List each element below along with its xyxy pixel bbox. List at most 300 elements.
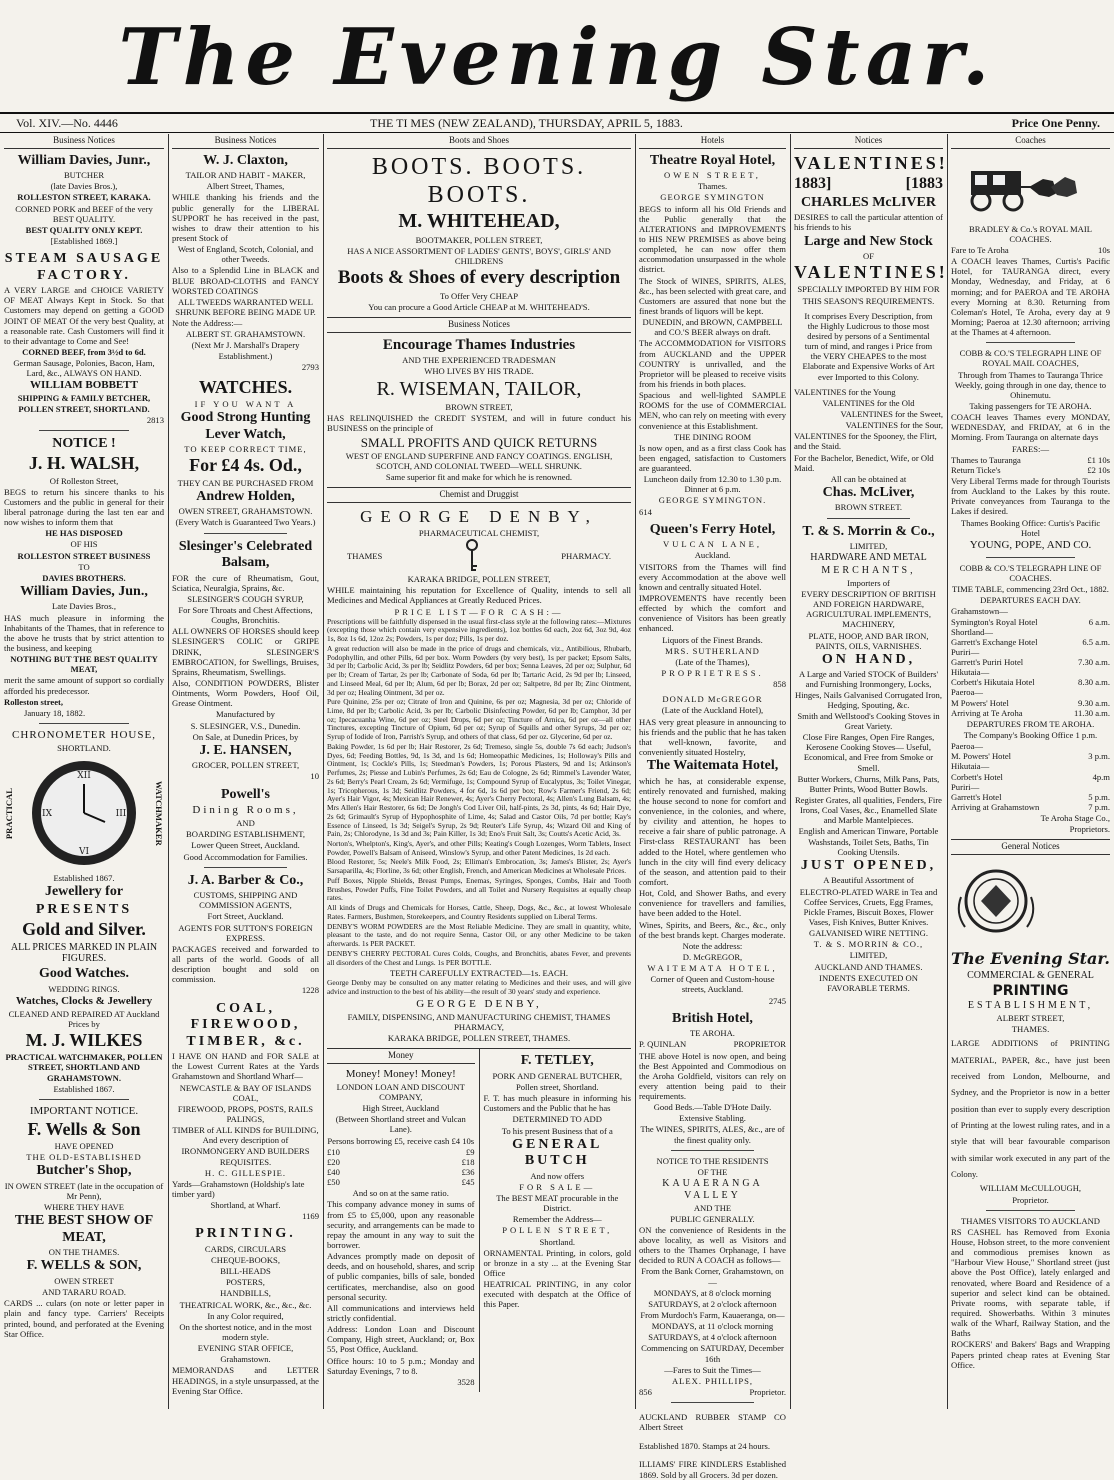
advert-name: CHARLES McLIVER [801,194,936,210]
advert-line: Proprietor. [1012,1194,1049,1205]
masthead-title: The Evening Star. [118,12,996,103]
advert-line: CUSTOMS, SHIPPING AND COMMISSION AGENTS, [193,890,298,911]
timetable-row-label: Garrett's Puriri Hotel [951,657,1024,668]
loan-row-label: £50 [327,1177,340,1188]
timetable-row-value: 7.30 a.m. [1078,657,1110,668]
advert-title: T. & S. Morrin & Co., [802,523,935,539]
advert-line: To Offer Very CHEAP [439,290,519,301]
column-heading: Chemist and Druggist [327,487,631,503]
timetable-row-label: M. Powers' Hotel [951,751,1012,762]
notice-line: DAVIES BROTHERS. [42,572,126,583]
advert-body: Office hours: 10 to 5 p.m.; Monday and Saturday Evenings, 7 to 8. [327,1355,475,1376]
advert-place: SHORTLAND. [57,742,111,753]
advert-line: Yards—Grahamstown (Holdship's late timber yard) [172,1178,305,1199]
timetable-row [951,792,1110,802]
advert-line: WEST OF ENGLAND SUPERFINE AND FANCY COATINGS. ENGLISH, SCOTCH, AND COLONIAL TWEED—WELL SHRUNK. [345,450,613,471]
advert-number: 856 [639,1387,652,1398]
price-paragraph: Prescriptions will be faithfully dispensed in the usual first-class style at the following rates:—Mixtures (excepting those which contain very expensive ingredients), 1oz bottles 6d each, 2oz 6d, 3oz 9d, 4oz 1s, 8oz 1s 6d, 12oz 2s; Powders, 1s per doz; Pills, 1s per doz. [327,616,631,644]
notice-line: IN OWEN STREET (late in the occupation of Mr Penn), [4,1180,164,1201]
money-advert [327,1049,480,1392]
advert-line: Taking passengers for TE AROHA. [969,401,1092,411]
advert-name: R. WISEMAN, TAILOR, [376,377,582,400]
advert-trade: TAILOR AND HABIT - MAKER, [185,170,306,181]
advert-name: WILLIAM McCULLOUGH, [979,1183,1082,1194]
queens-ferry-advert [639,522,786,689]
advert-line: Manufactured by [216,709,275,720]
advert-line: Through from Thames to Tauranga Thrice Weekly, going through in one day, thence to Ohinemutu. [954,369,1107,400]
advert-street: BROWN STREET. [834,502,903,513]
advert-line: On Sale, at Dunedin Prices, by [192,731,299,742]
advert-line: PLATE, HOOP, AND BAR IRON, PAINTS, OILS, VARNISHES. [808,630,929,651]
advert-number: 2813 [146,414,164,425]
advert-body: THE above Hotel is now open, and being the Best Appointed and Commodious on the Aroha Goldfield, visitors can rely on every attention being paid to their requirements. [639,1050,786,1102]
advert-line: PRINTING [992,982,1069,999]
advert-line: JUST OPENED, [800,857,937,873]
advert-line: Same superior fit and make for which he is renowned. [385,472,573,483]
advert-body: WHILE maintaining his reputation for Excellence of Quality, intends to sell all Medicines and Medical Appliances at Greatly Reduced Prices. [327,585,631,606]
dateline-center: THE TI MES (NEW ZEALAND), THURSDAY, APRIL 5, 1883. [370,116,683,130]
printing-advert [172,1226,319,1395]
notice-line: ROLLESTON STREET BUSINESS [17,550,151,561]
advert-title: VALENTINES! [794,152,948,173]
advert-body: which he has, at considerable expense, entirely renovated and furnished, making the house second to none for comfort and convenience, in the colonies, and where, by civility and attention, he hopes to receive a fair share of public patronage. A First-class RESTAURANT has been added to the Hotel, where gentlemen who lunch in the city will find every delicacy of the season, and attention paid to their comfort. [639,775,786,888]
svg-text:VI: VI [78,847,90,858]
advert-line: BILL-HEADS [220,1266,271,1277]
notice-body: ON the convenience of Residents in the above locality, as well as Visitors and others to the Thames Orphanage, I have decided to RUN A COACH as follows— [639,1224,786,1266]
notice-line: THE BEST SHOW OF MEAT, [14,1213,154,1245]
kindlers-advert: ILLIAMS' FIRE KINDLERS Established 1869. Sold by all Grocers. 3d per dozen. [639,1459,786,1480]
column-heading: General Notices [951,839,1110,855]
advert-line: CORNED PORK and BEEF of the very BEST QUALITY. [15,203,153,224]
chronometer-advert [4,729,164,1094]
column-heading: Boots and Shoes [327,134,631,149]
timetable-row [951,741,1110,751]
separator [204,867,286,868]
advert-title: The Evening Star. [951,949,1110,969]
advert-line: INDENTS EXECUTED ON FAVORABLE TERMS. [819,972,918,993]
advert-line: Te Aroha Stage Co., [1040,813,1110,824]
loan-row-label: £10 [327,1146,340,1157]
advert-line: WEDDING RINGS. [48,983,120,994]
advert-street: OWEN STREET, [664,170,761,181]
advert-street: Pollen street, Shortland. [515,1081,599,1092]
advert-line: AND THE EXPERIENCED TRADESMAN [402,355,556,366]
notice-name: F. Wells & Son [27,1118,141,1139]
advert-street: VULCAN LANE, [662,539,762,550]
advert-line: Note the address: [682,940,743,951]
column-heading: Money [327,1049,475,1064]
advert-body: HEATRICAL PRINTING, in any color executed with despatch at the Office of this Paper. [483,1279,631,1310]
walsh-notice [4,436,164,718]
advert-line: EVERY DESCRIPTION OF BRITISH AND FOREIGN HARDWARE, AGRICULTURAL IMPLEMENTS, MACHINERY, [801,588,936,630]
advert-number: 2745 [768,995,786,1006]
advert-line: VALENTINES for the Old [822,397,915,408]
advert-body: LARGE ADDITIONS of PRINTING MATERIAL, PAPER, &c., have just been received from London, Melbourne, and Sydney, and the Proprietor is now in a better position than ever to supply every description of Printing at the lowest ruling rates, and in a style that will bear favourable comparison with similar work executed in any part of the Colony. [951,1038,1110,1180]
advert-line: VALENTINES! [794,262,948,283]
advert-line: Shortland, at Wharf. [210,1200,281,1211]
advert-line: You can procure a Good Article CHEAP at M. WHITEHEAD'S. [368,301,590,312]
notice-line: MONDAYS, at 11 o'clock morning [651,1321,774,1332]
advert-line: LIMITED, [849,950,888,961]
advert-title: Powell's [221,786,270,802]
advert-line: ON HAND, [821,651,916,667]
notice-line: From Murdoch's Farm, Kauaeranga, on— [640,1310,785,1321]
morrin-advert [794,524,943,993]
advert-number: 1228 [301,985,319,996]
advert-line: Grahamstown. [220,1354,271,1365]
advert-line: ALL TWEEDS WARRANTED WELL SHRUNK BEFORE BEING MADE UP. [175,296,316,317]
notice-line: Late Davies Bros., [52,601,116,612]
advert-line: WAITEMATA HOTEL, [647,963,778,974]
price-paragraph: George Denby may be consulted on any matter relating to Medicines and their uses, and will give advice and instruction to the best of his ability—the result of 30 years' study and experience. [327,978,631,997]
advert-line: Good Watches. [39,966,129,982]
advert-line: The BEST MEAT procurable in the District. [496,1192,619,1214]
thames-label: THAMES [347,551,383,561]
separator [39,430,129,431]
advert-line: FIREWOOD, PROPS, POSTS, RAILS PALINGS, [177,1103,314,1124]
advert-line: Jewellery for [44,884,124,900]
separator [39,1099,129,1100]
evening-star-printing-advert [951,950,1110,1205]
advert-line: HARDWARE AND METAL [810,552,927,564]
timetable-row-label: Garrett's Hotel [951,791,1002,802]
advert-body: F. T. has much pleasure in informing his Customers and the Public that he has [483,1093,631,1114]
advert-line: TIMBER of ALL KINDS for BUILDING, And every description of [172,1125,319,1146]
advert-title: PRINTING. [195,1226,296,1242]
rubber-stamp-advert: Established 1870. Stamps at 24 hours. [639,1440,771,1451]
timetable-row-label: M Powers' Hotel [951,697,1009,708]
advert-late: (late Davies Bros.), [50,181,118,192]
column-6 [951,134,1110,1409]
advert-line: VALENTINES for the Sweet, [840,408,943,419]
watches-advert [172,377,319,528]
advert-line: COMMERCIAL & GENERAL [967,970,1094,982]
waitemata-advert [639,694,786,1005]
advert-line: BEST QUALITY ONLY KEPT. [25,224,143,235]
advert-line: Lower Queen Street, Auckland. [191,840,300,851]
column-1 [4,134,164,1409]
timetable-row-value: 9.30 a.m. [1078,697,1110,708]
advert-body: This company advance money in sums of from £5 to £5,000, upon any reasonable security, and arrangements can be made to repay the amount in any way to suit the borrower. [327,1199,475,1250]
advert-line: PROPRIETRESS. [661,667,764,678]
notice-line: KAUAERANGA VALLEY [662,1178,763,1201]
advert-title: Theatre Royal Hotel, [649,152,776,168]
advert-name: YOUNG, POPE, AND CO. [969,538,1092,551]
advert-line: The WINES, SPIRITS, ALES, &c., are of the finest quality only. [640,1124,785,1145]
notice-line: AND THE [693,1202,732,1213]
advert-line: GROCER, POLLEN STREET, [191,760,300,771]
notice-line: PUBLIC GENERALLY. [670,1213,755,1224]
advert-line: GENERAL BUTCH [512,1136,603,1169]
notice-line: SATURDAYS, at 2 o'clock afternoon [648,1298,777,1309]
advert-line: Remember the Address— [512,1214,602,1225]
advert-body: RS CASHEL has Removed from Exonia House, Hobson street, to the more convenient and commodious premises known as "Harbour View House," Shortland street (just above the Post Office), lately enlarged and renovated, where Board and Residence of a superior and select kind can be obtained. Private rooms, with separate table, if required. Showerbaths. Within 3 minutes walk of the Wharf, Railway Station, and the Baths [951,1226,1110,1339]
column-rule [790,134,791,1409]
tetley-advert [480,1049,632,1392]
loan-row-value: £36 [461,1166,475,1177]
advert-line: AUCKLAND AND THAMES. [814,961,923,972]
price-paragraph: Baking Powder, 1s 6d per lb; Hair Restorer, 2s 6d; Tremeso, single 5s, double 7s 6d each; Judson's Dyes, 6d; Feeding Bottles, 9d, 1s 3d, and 1s 6d; Homeopathic Medicines, 1s; Holloway's Pills and Ointment, 1s; Cockle's Pills, 1s; Steedman's Powders, 1s; Porous Plasters, 9d and 1s; Atkinson's Perfumes, 2s; Piesse and Lubin's Perfumes, 2s 6d; Eau de Cologne, 2s 6d; Rimmel's Lavender Water, 2s 6d; Berry's Pearl Cream, 2s 6d; Vermifuge, 1s; Compound Syrup of Eucalyptus, 3s; Toilet Vinegar, 1s; Tricopherous, 1s 3d; Seidlitz Powders, 4 for 6d, 1s 6d per box; Row's Farmer's Friend, 2s 6d; Ayer's Hair Vigor, 4s; Mexican Hair Renewer, 4s; Ayer's Cherry Pectoral, 4s; Allen's Lung Balsam, 4s; Mrs Allen's Hair Restorer, 6s 6d; De Jongh's Cod Liver Oil, half-pints, 2s 3d, pints, 4s 6d; Hair Dye, 2s 6d; Grimault's Syrup of Hypophosphite of Lime, 4s; Salad and Castor Oils, 7d per bottle; Kay's Essence of Linseed, 1s 3d; Seigel's Syrup, 2s 9d; Reuter's Life Syrup, 4s; Wizard Oil and King of Pain, 2s; Chlorodyne, 1s 3d and 3s; Pain Killer, 1s 3d; Eno's Fruit Salt, 3s; Coutts's Acetic Acid, 3s. [327,741,631,839]
advert-body: Address: London Loan and Discount Company, High street, Auckland; or, Box 55, Post Office, Auckland. [327,1324,475,1355]
advert-line: To his present Business that of a [501,1125,613,1136]
advert-line: Corner of Queen and Custom-house streets, Auckland. [650,974,775,995]
timetable-row [951,782,1110,792]
advert-line: THEY CAN BE PURCHASED FROM [177,477,314,488]
advert-title: BOOTS. BOOTS. BOOTS. [371,153,587,208]
advert-line: West of England, Scotch, Colonial, and other Tweeds. [177,244,314,265]
advert-line: Auckland. [694,550,731,561]
advert-name: WILLIAM BOBBETT [30,379,138,392]
advert-name: M. J. WILKES [25,1030,143,1051]
timetable-row-label: Corbett's Hotel [951,771,1003,782]
sausage-advert [4,251,164,425]
timetable-row [951,606,1110,616]
advert-headline: Encourage Thames Industries [382,336,576,353]
advert-line: OWEN STREET, GRAHAMSTOWN. [178,506,313,517]
advert-street: ROLLESTON STREET, KARAKA. [17,192,151,203]
timetable-row-label: Hikutaia— [951,667,990,678]
advert-line: KARAKA BRIDGE, POLLEN STREET, THAMES. [387,1033,571,1044]
notice-line: NOTHING BUT THE BEST QUALITY MEAT, [10,654,158,675]
loan-row-label: £20 [327,1156,340,1167]
column-heading: Business Notices [4,134,164,149]
advert-line: TIME TABLE, commencing 23rd Oct., 1882. [952,584,1109,595]
advert-body: English and American Tinware, Portable Washstands, Toilet Sets, Baths, Tin Cooking Utensils. [798,826,939,857]
notice-line: THE OLD-ESTABLISHED [26,1152,142,1163]
advert-body: The ACCOMMODATION for VISITORS from AUCKLAND and the UPPER COUNTRY is unrivalled, and the Proprietor will be pleased to receive visits from his friends in both places. [639,338,786,389]
advert-body: ORNAMENTAL Printing, in colors, gold or bronze in a sty ... at the Evening Star Office [483,1247,631,1278]
advert-title: CHRONOMETER HOUSE, [12,729,156,742]
advert-number: 858 [773,679,786,690]
notice-line: From the Bank Corner, Grahamstown, on— [641,1266,784,1287]
advert-title: COAL, FIREWOOD, TIMBER, &c. [186,1000,305,1049]
advert-body: VISITORS from the Thames will find every Accommodation at the above well known and centrally situated Hotel. [639,561,786,592]
notice-name: ALEX. PHILLIPS, [671,1375,754,1386]
advert-line: And now offers [530,1170,585,1181]
advert-line: THE DINING ROOM [673,431,752,442]
timetable-row-label: Paeroa— [951,741,983,752]
advert-street: ALBERT STREET, [996,1013,1065,1024]
advert-line: (Next Mr J. Marshall's Drapery Establishment.) [191,340,300,361]
notice-line: OF THE [697,1166,728,1177]
advert-body: Spacious and well-lighted SAMPLE ROOMS for the use of COMMERCIAL MEN, who can rely on meeting with every convenience at this Establishment. [639,390,787,431]
advert-line: MERCHANTS, [821,565,916,577]
money-tetley-row [327,1048,631,1392]
advert-line: PRESENTS [35,901,133,917]
notice-line: Commencing on SATURDAY, December 16th [641,1343,784,1364]
separator [986,342,1075,343]
advert-name: GEORGE SYMINGTON. [658,495,767,506]
notice-line: TO [78,561,90,572]
notice-line: AND TARARU ROAD. [42,1287,126,1298]
advert-line: ESTABLISHMENT, [967,1000,1094,1012]
notice-line: Proprietor. [749,1387,786,1398]
advert-line: Liquors of the Finest Brands. [662,634,763,645]
advert-trade: BOOTMAKER, POLLEN STREET, [415,234,543,245]
advert-body: Smith and Wellstood's Cooking Stoves in Great Variety. [797,710,940,732]
fare-value: £2 10s [1087,464,1110,475]
advert-title: British Hotel, [672,1010,753,1026]
timetable-row-value: 6 a.m. [1088,616,1110,627]
advert-line: The Company's Booking Office 1 p.m. [963,730,1098,741]
timetable-row-label: Paeroa— [951,687,983,698]
theatre-royal-advert [639,153,786,517]
advert-line: LONDON LOAN AND DISCOUNT COMPANY, [336,1081,465,1102]
price-paragraph: Norton's, Whelpton's, King's, Ayer's, and other Pills; Keating's Cough Lozenges, Worm Tablets, Insect Powder, Powell's Balsam of Aniseed, Winslow's Syrup, and other Patent Medicines, 1s 2d each. [327,839,631,857]
fare-label: Thames to Tauranga [951,454,1021,465]
column-3 [327,134,631,1409]
advert-body: Also, CONDITION POWDERS, Blister Ointments, Worm Powders, Hoof Oil, Grease Ointment. [172,677,319,709]
notice-date: January 18, 1882. [24,707,86,718]
advert-line: CARDS, CIRCULARS [204,1243,287,1254]
timetable-row-value: 5 p.m. [1088,791,1110,802]
advert-body: MEMORANDAS and LETTER HEADINGS, in a style unsurpassed, at the Evening Star Office. [172,1365,319,1396]
notice-name: F. WELLS & SON, [26,1258,142,1274]
separator [827,518,910,519]
advert-line: (Late of the Auckland Hotel), [661,705,764,716]
notice-line: SATURDAYS, at 4 o'clock afternoon [648,1332,777,1343]
advert-body: Hot, Cold, and Shower Baths, and every convenience for travellers and families, have been added to the Hotel. [639,888,786,919]
fare-value: £1 10s [1087,454,1110,465]
timetable-advert [951,563,1110,835]
advert-year: [1883 [905,174,943,192]
advert-line: OF [863,251,874,262]
advert-body: Very Liberal Terms made for through Tourists from Auckland to the Lakes by this route. Private conveyances from Tauranga to the Lakes if desired. [951,475,1110,517]
advert-line: S. SLESINGER, V.S., Dunedin. [190,720,301,731]
timetable-row-label: Hikutaia— [951,761,990,772]
advert-body: Also to a Splendid Line in BLACK and BLUE BROAD-CLOTHS and FANCY WORSTED COATINGS [172,265,319,296]
notice-line: HAVE OPENED [54,1141,114,1152]
advert-body: HAS very great pleasure in announcing to his friends and the public that he has taken that well-known, favorite, and conveniently situated Hostelry, [639,716,786,757]
svg-text:III: III [115,809,127,820]
notice-line: WHERE THEY HAVE [43,1202,125,1213]
advert-line: NEWCASTLE & BAY OF ISLANDS COAL, [179,1082,312,1103]
advert-year: 1883] [794,174,832,192]
advert-title: William Davies, Junr., [17,152,151,168]
notice-line: —Fares to Suit the Times— [664,1364,761,1375]
advert-title: J. A. Barber & Co., [187,872,304,888]
advert-name: GEORGE SYMINGTON [660,192,765,203]
advert-body: ELECTRO-PLATED WARE in Tea and Coffee Services, Cruets, Egg Frames, Pickle Frames, Biscuit Boxes, Flower Vases, Fish Knives, Butter Knives. [799,886,938,927]
notice-title: IMPORTANT NOTICE. [29,1104,139,1117]
separator [204,533,286,534]
wiseman-advert [327,337,631,483]
advert-line: VALENTINES for the Sour, [845,420,943,431]
davies-advert [4,153,164,247]
advert-line: THAMES. [1011,1024,1050,1035]
notice-title: NOTICE ! [52,435,116,451]
notice-line: MONDAYS, at 8 o'clock morning [653,1287,772,1298]
timetable-row [951,627,1110,637]
advert-name: Chas. McLiver, [822,484,915,500]
advert-line: DEPARTURES FROM TE AROHA. [966,718,1095,729]
visitors-advert [951,1216,1110,1370]
separator [39,723,129,724]
advert-number: 10 [310,771,319,782]
notice-line: HE HAS DISPOSED [45,528,123,539]
advert-trade: BUTCHER [63,170,105,181]
advert-line: Shortland. [539,1236,576,1247]
advert-body: COACH leaves Thames every MONDAY, WEDNESDAY, and FRIDAY, at 6 in the Morning. From Tauranga on alternate days [951,412,1110,443]
column-heading: Business Notices [327,317,631,333]
column-2 [172,134,319,1409]
timetable-row-value: 7 p.m. [1088,802,1110,813]
advert-name: Andrew Holden, [196,488,295,504]
advert-body: ROCKERS' and Bakers' Bags and Wrapping Papers printed cheap rates at Evening Star Office. [951,1339,1110,1370]
fare-value: 10s [1098,245,1110,256]
advert-title: Money! Money! Money! [345,1067,456,1080]
advert-body: WHILE thanking his friends and the public generally for the LIBERAL SUPPORT he has received in the past, wishes to draw their attention to his present Stock of [172,192,319,243]
loan-table [327,1147,475,1188]
advert-line: Dining Rooms, [192,804,299,817]
advert-line: PROPRIETOR [733,1039,786,1050]
price-paragraph: Blood Restorer, 5s; Neele's Milk Food, 2s; Elliman's Embrocation, 3s; James's Blister, 2s; Ayer's Sarsaparilla, 4s; Florline, 3s 6d; other English, French, and American Medicines at Wholesale Prices. [327,857,631,876]
advert-title: BRADLEY & Co.'s ROYAL MAIL COACHES. [969,223,1092,244]
advert-line: FOR SALE— [519,1181,596,1192]
notice-body: CARDS ... culars (on note or letter paper in plain and fancy type. Carriers' Receipts printed, bound, and perforated at the Evening Star Office. [4,1298,164,1339]
advert-title: COBB & CO.'S TELEGRAPH LINE OF COACHES. [959,562,1102,583]
price-paragraph: All kinds of Drugs and Chemicals for Horses, Cattle, Sheep, Dogs, &c., &c., at lowest Wholesale Rates. Farmers, Bushmen, Storekeepers, and Country Residents supplied on Liberal Terms. [327,903,631,921]
advert-line: CORNED BEEF, from 3½d to 6d. [22,346,146,357]
advert-line: German Sausage, Polonies, Bacon, Ham, Lard, &c., ALWAYS ON HAND. [13,358,155,379]
advert-line: On the shortest notice, and in the most modern style. [179,1321,312,1342]
advert-title: COBB & CO.'S TELEGRAPH LINE OF ROYAL MAIL COACHES, [959,348,1102,369]
advert-body: BEGS to inform all his Old Friends and the Public generally that the ALTERATIONS and IMPROVEMENTS to HIS NEW PREMISES as above being completed, he can now offer them accommodation unsurpassed in the whole district. [639,203,786,275]
notice-line: OF HIS [70,539,98,550]
advert-body: Butter Workers, Churns, Milk Pans, Pats, Butter Prints, Wood Butter Bowls. [797,773,940,794]
notice-line: ON THE THAMES. [48,1247,120,1258]
bradley-advert [951,224,1110,338]
price-paragraph: DENBY'S WORM POWDERS are the Most Reliable Medicine. They are small in quantity, white, pleasant to the taste, and do not require Senna, Castor Oil, or any other Medicine to be taken afterwards. 1s PER PACKET. [327,921,631,949]
advert-line: EVENING STAR OFFICE, [197,1343,294,1354]
advert-line: A Beautiful Assortment of [823,875,914,886]
british-hotel-advert [639,1011,786,1145]
advert-trade: PORK AND GENERAL BUTCHER, [492,1070,623,1081]
loan-row-value: £9 [465,1146,475,1157]
advert-line: FAMILY, DISPENSING, AND MANUFACTURING CHEMIST, THAMES PHARMACY, [347,1011,611,1032]
advert-line: SHIPPING & FAMILY BETCHER, POLLEN STREET, SHORTLAND. [17,393,151,414]
timetable-row-label: Arriving at Te Aroha [951,707,1023,718]
timetable-row [951,698,1110,708]
advert-line: (Between Shortland street and Vulcan Lane). [335,1114,466,1135]
advert-line: IRONMONGERY AND BUILDERS REQUISITES. [181,1146,310,1167]
advert-line: FARES:— [1011,443,1050,454]
clock-face-icon [29,758,139,868]
advert-line: TO KEEP CORRECT TIME, [184,444,307,455]
advert-body: HAS A NICE ASSORTMENT OF LADIES' GENTS', BOYS', GIRLS' AND CHILDRENS [347,245,611,267]
advert-line: Importers of [847,577,890,588]
wells-notice [4,1105,164,1339]
advert-line: DEPARTURES EACH DAY. [980,595,1081,606]
timetable-row [951,637,1110,647]
column-rule [947,134,948,1409]
timetable-row-label: Arriving at Grahamstown [951,802,1040,813]
advert-line: LIMITED, [849,541,888,552]
advert-body: FOR the cure of Rheumatism, Gout, Sciatica, Neuralgia, Sprains, &c. [172,572,319,593]
advert-price: For £4 4s. Od., [189,455,302,476]
price-label: Price One Penny. [1011,116,1100,130]
volume-number: Vol. XIV.—No. 4446 [16,116,118,130]
separator [671,1402,753,1403]
advert-line: In any Color required, [207,1310,284,1321]
advert-line: All can be obtained at [830,473,907,484]
advert-name: P. QUINLAN [639,1039,687,1050]
loan-row-value: £18 [461,1156,475,1167]
barber-advert [172,873,319,996]
rubber-stamp-advert: AUCKLAND RUBBER STAMP CO Albert Street [639,1411,786,1432]
advert-title: WATCHES. [198,376,293,397]
notice-body: merit the same amount of support so cordially afforded his predecessor. [4,675,164,696]
